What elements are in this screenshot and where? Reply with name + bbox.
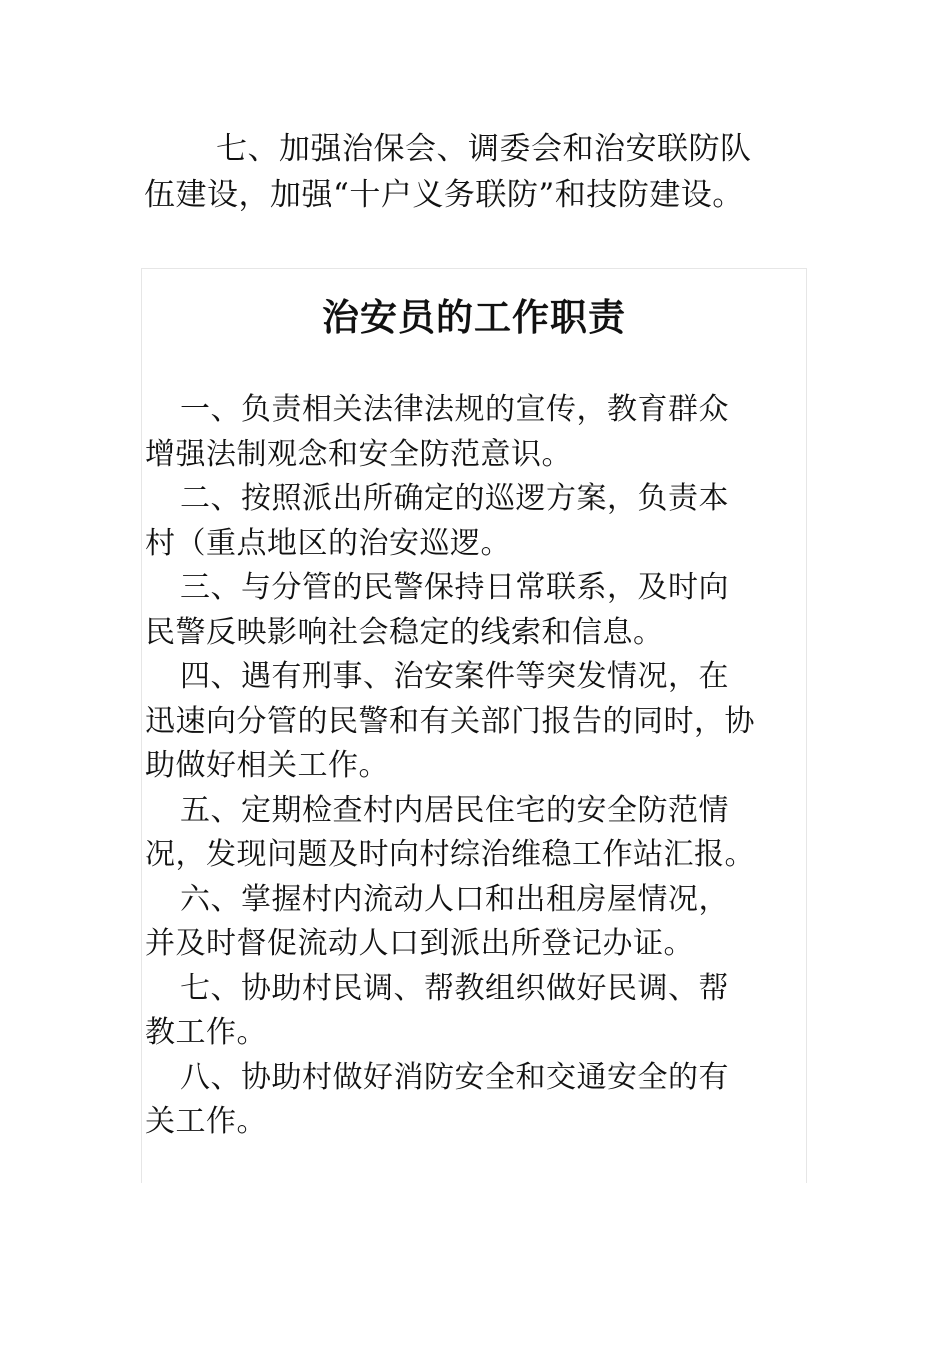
duty-item-6: 六、掌握村内流动人口和出租房屋情况，并及时督促流动人口到派出所登记办证。 <box>145 881 729 961</box>
duty-item-5: 五、定期检查村内居民住宅的安全防范情况，发现问题及时向村综治维稳工作站汇报。 <box>145 792 755 872</box>
duties-list <box>145 388 755 1145</box>
duty-item-1: 一、负责相关法律法规的宣传，教育群众增强法制观念和安全防范意识。 <box>145 392 729 472</box>
duty-item-3: 三、与分管的民警保持日常联系，及时向民警反映影响社会稳定的线索和信息。 <box>145 570 729 650</box>
duty-item-7: 七、协助村民调、帮教组织做好民调、帮教工作。 <box>145 970 729 1050</box>
section-title: 治安员的工作职责 <box>322 295 626 339</box>
intro-paragraph: 七、加强治保会、调委会和治安联防队伍建设，加强“十户义务联防”和技防建设。 <box>144 131 752 213</box>
duty-item-8: 八、协助村做好消防安全和交通安全的有关工作。 <box>145 1059 729 1139</box>
duty-item-4: 四、遇有刑事、治安案件等突发情况，在迅速向分管的民警和有关部门报告的同时，协助做好相关工作。 <box>145 659 755 783</box>
duties-section <box>141 268 807 1183</box>
duty-item-2: 二、按照派出所确定的巡逻方案，负责本村（重点地区的治安巡逻。 <box>145 481 729 561</box>
